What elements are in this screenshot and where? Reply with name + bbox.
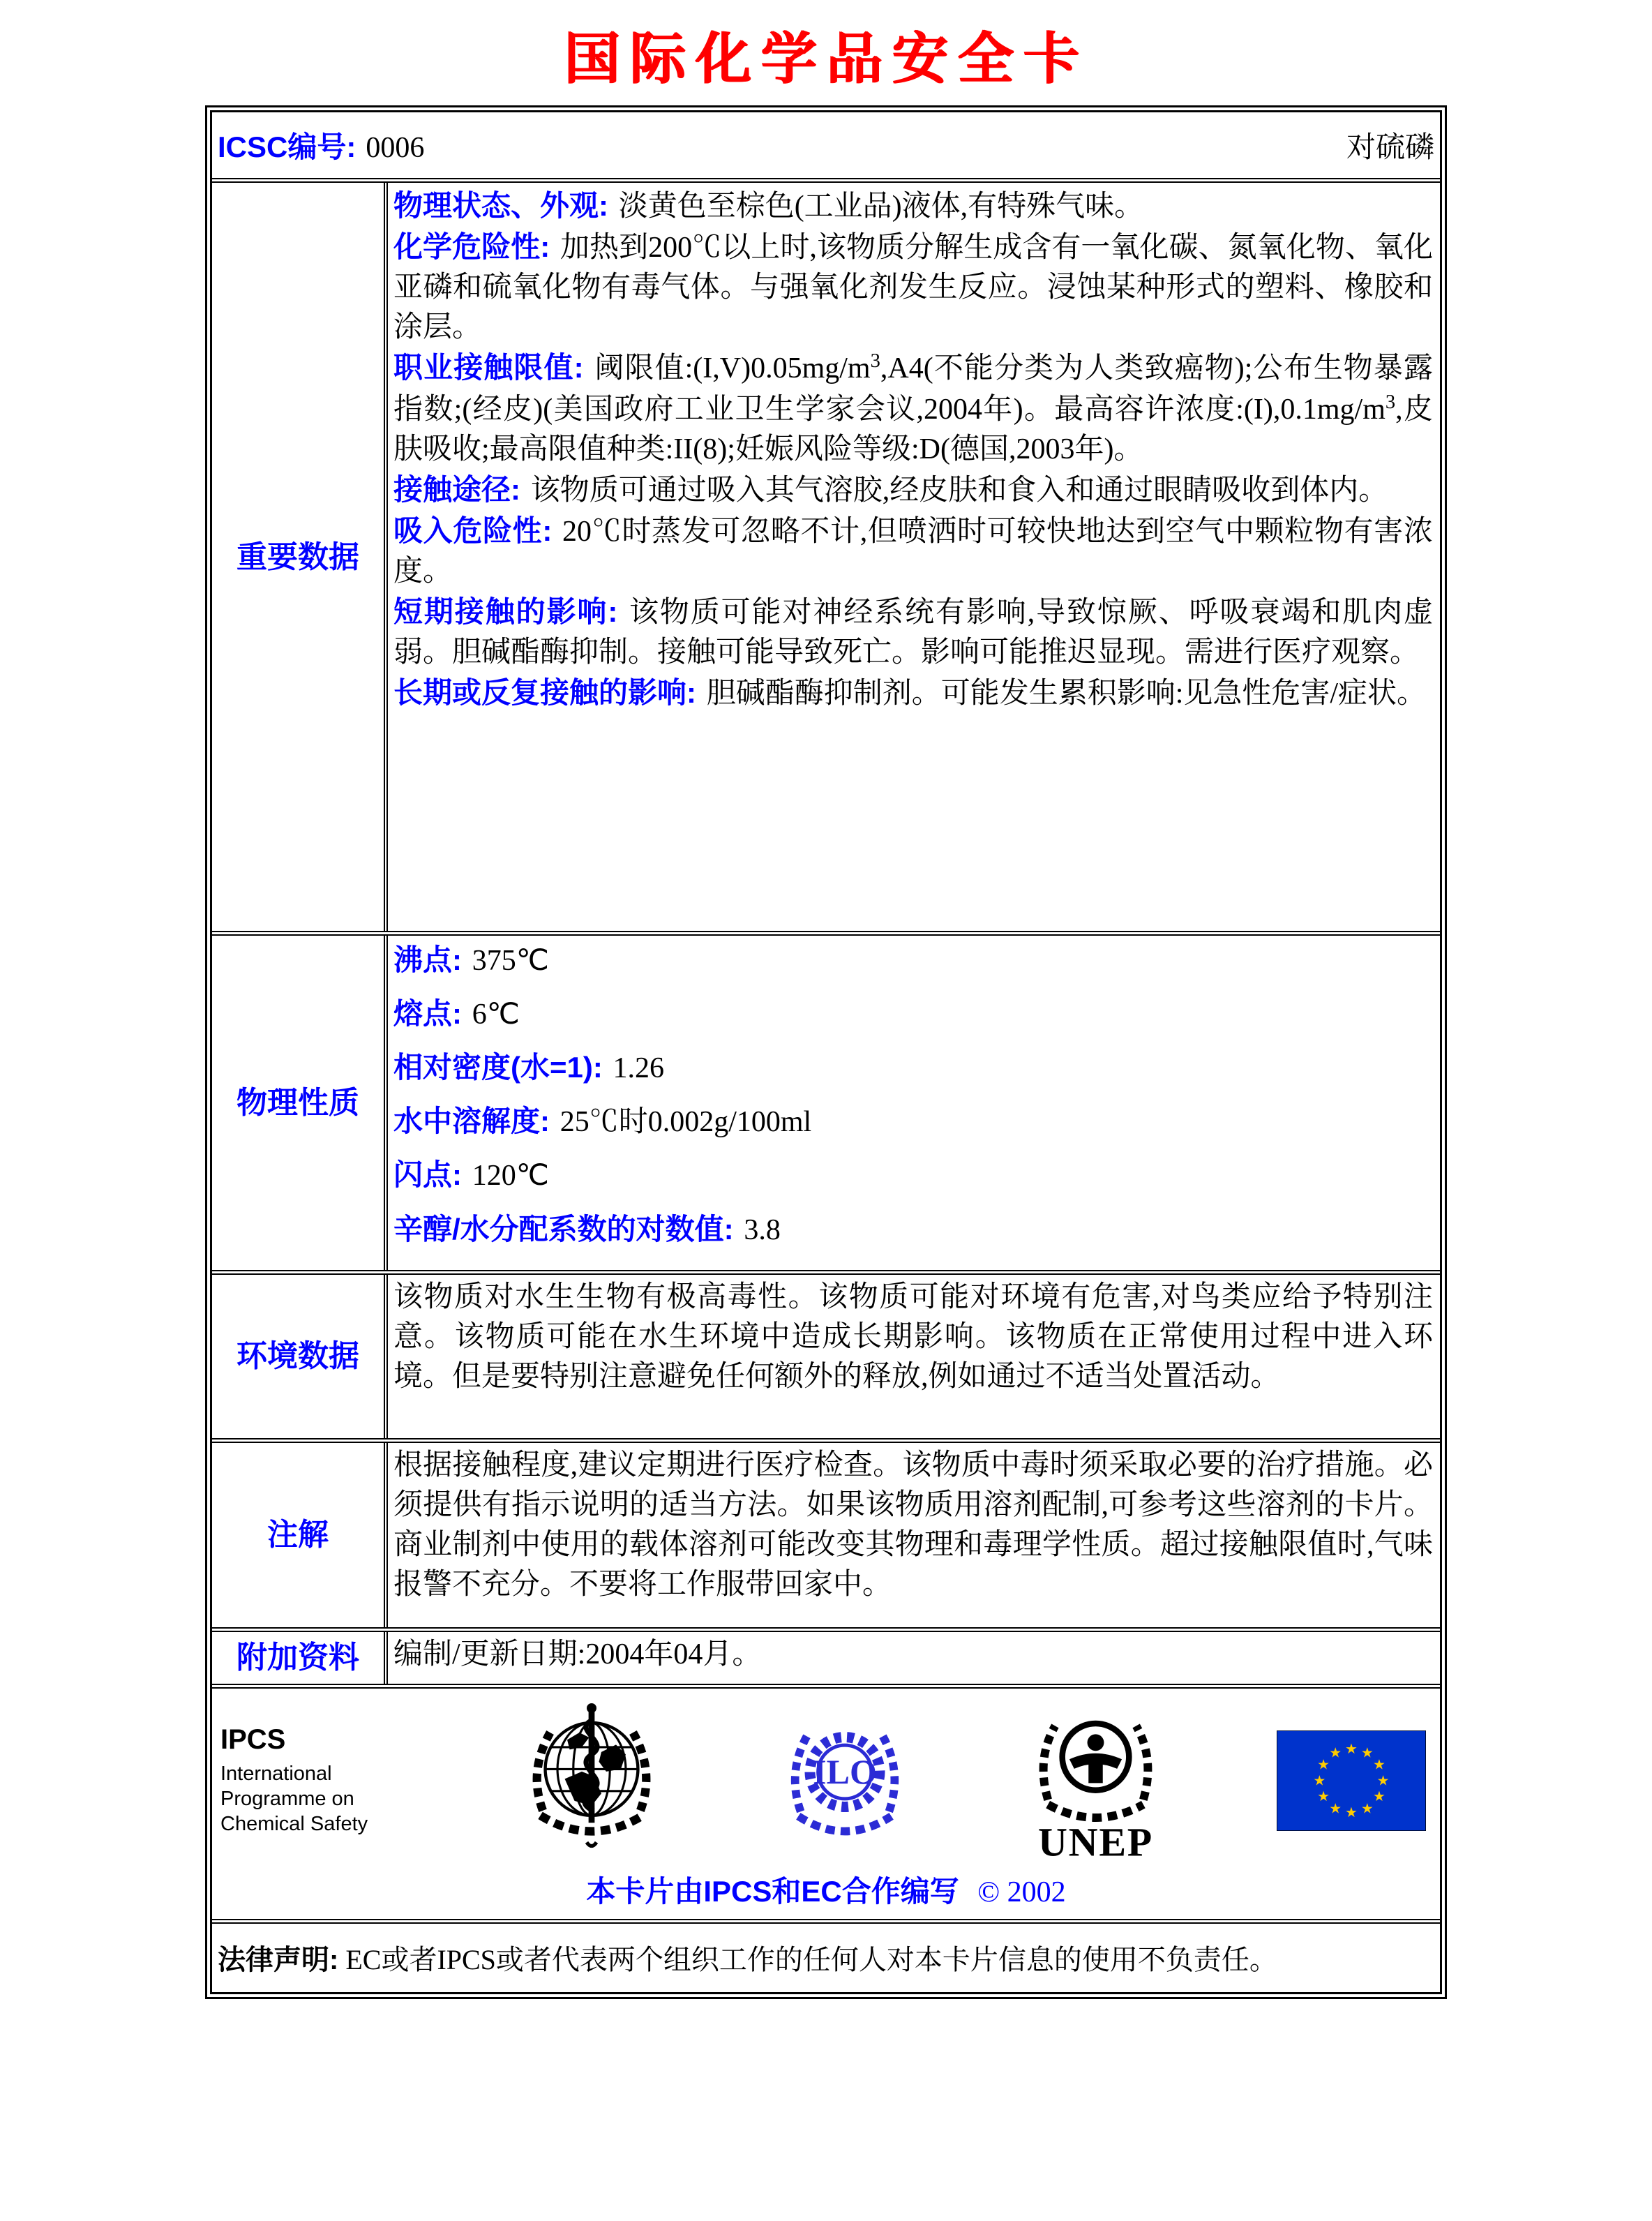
superscript: 3 <box>1385 391 1396 413</box>
field-text: 375℃ <box>472 945 549 977</box>
logos-line <box>219 1694 1433 1864</box>
field-label: 熔点: <box>393 997 462 1031</box>
field-label: 长期或反复接触的影响: <box>393 676 696 710</box>
paragraph <box>393 592 1433 673</box>
svg-text:★: ★ <box>1372 1756 1386 1773</box>
field-label: 沸点: <box>393 943 462 976</box>
field-text: 编制/更新日期:2004年04月。 <box>393 1638 762 1670</box>
paragraph <box>393 1209 1433 1250</box>
ilo-letters: ILO <box>812 1751 877 1791</box>
paragraph <box>393 1155 1433 1196</box>
field-text: 胆碱酯酶抑制剂。可能发生累积影响:见急性危害/症状。 <box>706 678 1427 710</box>
page-title: 国际化学品安全卡 <box>564 28 1088 90</box>
legal-notice-text: EC或者IPCS或者代表两个组织工作的任何人对本卡片信息的使用不负责任。 <box>345 1944 1277 1976</box>
paragraph <box>393 673 1433 714</box>
field-label: 职业接触限值: <box>393 351 584 384</box>
section-label-physical-properties: 物理性质 <box>212 936 388 1270</box>
svg-text:★: ★ <box>1313 1772 1326 1789</box>
field-label: 化学危险性: <box>393 230 550 264</box>
section-environmental-data <box>212 1270 1440 1438</box>
field-text: ,A4(不能分类为人类致癌物);公布生物暴露指数;(经皮)(美国政府工业卫生学家会议,2004年)。最高容许浓度:(I),0.1mg/m <box>393 352 1433 426</box>
field-label: 辛醇/水分配系数的对数值: <box>393 1212 734 1246</box>
field-text: 6℃ <box>472 999 520 1031</box>
field-text: 该物质可能对神经系统有影响,导致惊厥、呼吸衰竭和肌肉虚弱。胆碱酯酶抑制。接触可能导致死亡。影响可能推迟显现。需进行医疗观察。 <box>393 597 1433 669</box>
field-text: 20℃时蒸发可忽略不计,但喷洒时可较快地达到空气中颗粒物有害浓度。 <box>393 515 1433 588</box>
paragraph <box>393 470 1433 511</box>
svg-text:★: ★ <box>1317 1756 1330 1773</box>
ipcs-subtitle: International Programme on Chemical Safety <box>220 1762 368 1836</box>
unep-letters: UNEP <box>1037 1819 1153 1864</box>
paragraph <box>393 511 1433 592</box>
field-text: 3.8 <box>744 1213 781 1246</box>
field-text: 加热到200℃以上时,该物质分解生成含有一氧化碳、氮氧化物、氧化亚磷和硫氧化物有毒气体。与强氧化剂发生反应。浸蚀某种形式的塑料、橡胶和涂层。 <box>393 232 1433 344</box>
field-label: 接触途径: <box>393 472 520 506</box>
field-text: 25℃时0.002g/100ml <box>560 1106 812 1139</box>
unep-logo-icon <box>1024 1697 1167 1864</box>
section-content-physical-properties <box>388 936 1440 1270</box>
icsc-table <box>205 105 1447 1999</box>
svg-text:★: ★ <box>1372 1787 1386 1804</box>
svg-text:★: ★ <box>1360 1744 1374 1761</box>
icsc-number-group <box>218 124 424 166</box>
svg-text:★: ★ <box>1360 1799 1374 1816</box>
paragraph <box>393 1278 1433 1397</box>
ilo-logo-icon <box>775 1700 915 1861</box>
section-label-additional-info: 附加资料 <box>212 1632 388 1684</box>
paragraph <box>393 1446 1433 1605</box>
section-content-additional-info <box>388 1632 1440 1684</box>
svg-text:★: ★ <box>1376 1772 1390 1789</box>
section-label-environmental-data: 环境数据 <box>212 1275 388 1438</box>
legal-notice-label: 法律声明: <box>218 1945 339 1976</box>
section-content-environmental-data <box>388 1275 1440 1438</box>
field-label: 闪点: <box>393 1158 462 1192</box>
field-label: 短期接触的影响: <box>393 595 618 629</box>
cooperation-caption <box>219 1869 1433 1910</box>
section-important-data <box>212 178 1440 931</box>
field-text: 该物质对水生生物有极高毒性。该物质可能对环境有危害,对鸟类应给予特别注意。该物质可能在水生环境中造成长期影响。该物质在正常使用过程中进入环境。但是要特别注意避免任何额外的释放,例如通过不适当处置活动。 <box>393 1280 1433 1393</box>
who-logo-icon <box>518 1698 665 1863</box>
paragraph <box>393 227 1433 347</box>
paragraph <box>393 347 1433 469</box>
section-additional-info <box>212 1627 1440 1684</box>
section-notes <box>212 1438 1440 1627</box>
paragraph <box>393 940 1433 981</box>
svg-text:★: ★ <box>1317 1787 1330 1804</box>
field-label: 物理状态、外观: <box>393 189 608 222</box>
paragraph <box>393 1635 1433 1675</box>
field-text: 阈限值:(I,V)0.05mg/m <box>594 352 871 385</box>
field-text: 淡黄色至棕色(工业品)液体,有特殊气味。 <box>618 190 1144 223</box>
section-physical-properties <box>212 931 1440 1270</box>
field-text: 根据接触程度,建议定期进行医疗检查。该物质中毒时须采取必要的治疗措施。必须提供有指示说明的适当方法。如果该物质用溶剂配制,可参考这些溶剂的卡片。商业制剂中使用的载体溶剂可能改变其物理和毒理学性质。超过接触限值时,气味报警不充分。不要将工作服带回家中。 <box>393 1449 1433 1601</box>
card-header-row <box>212 112 1440 178</box>
svg-text:★: ★ <box>1345 1740 1358 1757</box>
field-label: 相对密度(水=1): <box>393 1051 603 1084</box>
section-label-important-data: 重要数据 <box>212 183 388 931</box>
paragraph <box>393 994 1433 1035</box>
field-text: 120℃ <box>472 1160 549 1192</box>
icsc-number-value: 0006 <box>366 132 425 164</box>
paragraph <box>393 186 1433 227</box>
field-label: 水中溶解度: <box>393 1105 550 1138</box>
footer-logos-row <box>212 1684 1440 1919</box>
svg-text:★: ★ <box>1345 1803 1358 1820</box>
superscript: 3 <box>870 350 880 373</box>
paragraph <box>393 1101 1433 1142</box>
ipcs-block <box>220 1724 409 1837</box>
svg-text:★: ★ <box>1329 1799 1342 1816</box>
field-text: 1.26 <box>613 1052 665 1085</box>
eu-flag-icon <box>1277 1730 1426 1831</box>
section-content-notes <box>388 1443 1440 1627</box>
field-label: 吸入危险性: <box>393 514 553 547</box>
section-label-notes: 注解 <box>212 1443 388 1627</box>
icsc-number-label: ICSC编号: <box>218 130 356 163</box>
field-text: ,皮肤吸收;最高限值种类:II(8);妊娠风险等级:D(德国,2003年)。 <box>393 393 1433 465</box>
svg-text:★: ★ <box>1329 1744 1342 1761</box>
copyright-text: © 2002 <box>977 1876 1066 1908</box>
field-text: 该物质可通过吸入其气溶胶,经皮肤和食入和通过眼睛吸收到体内。 <box>530 474 1388 507</box>
paragraph <box>393 1047 1433 1089</box>
ipcs-title: IPCS <box>220 1723 286 1755</box>
cooperation-caption-text: 本卡片由IPCS和EC合作编写 <box>586 1874 959 1908</box>
chemical-name: 对硫磷 <box>1346 132 1434 164</box>
section-content-important-data <box>388 183 1440 931</box>
legal-notice-row <box>212 1919 1440 1992</box>
